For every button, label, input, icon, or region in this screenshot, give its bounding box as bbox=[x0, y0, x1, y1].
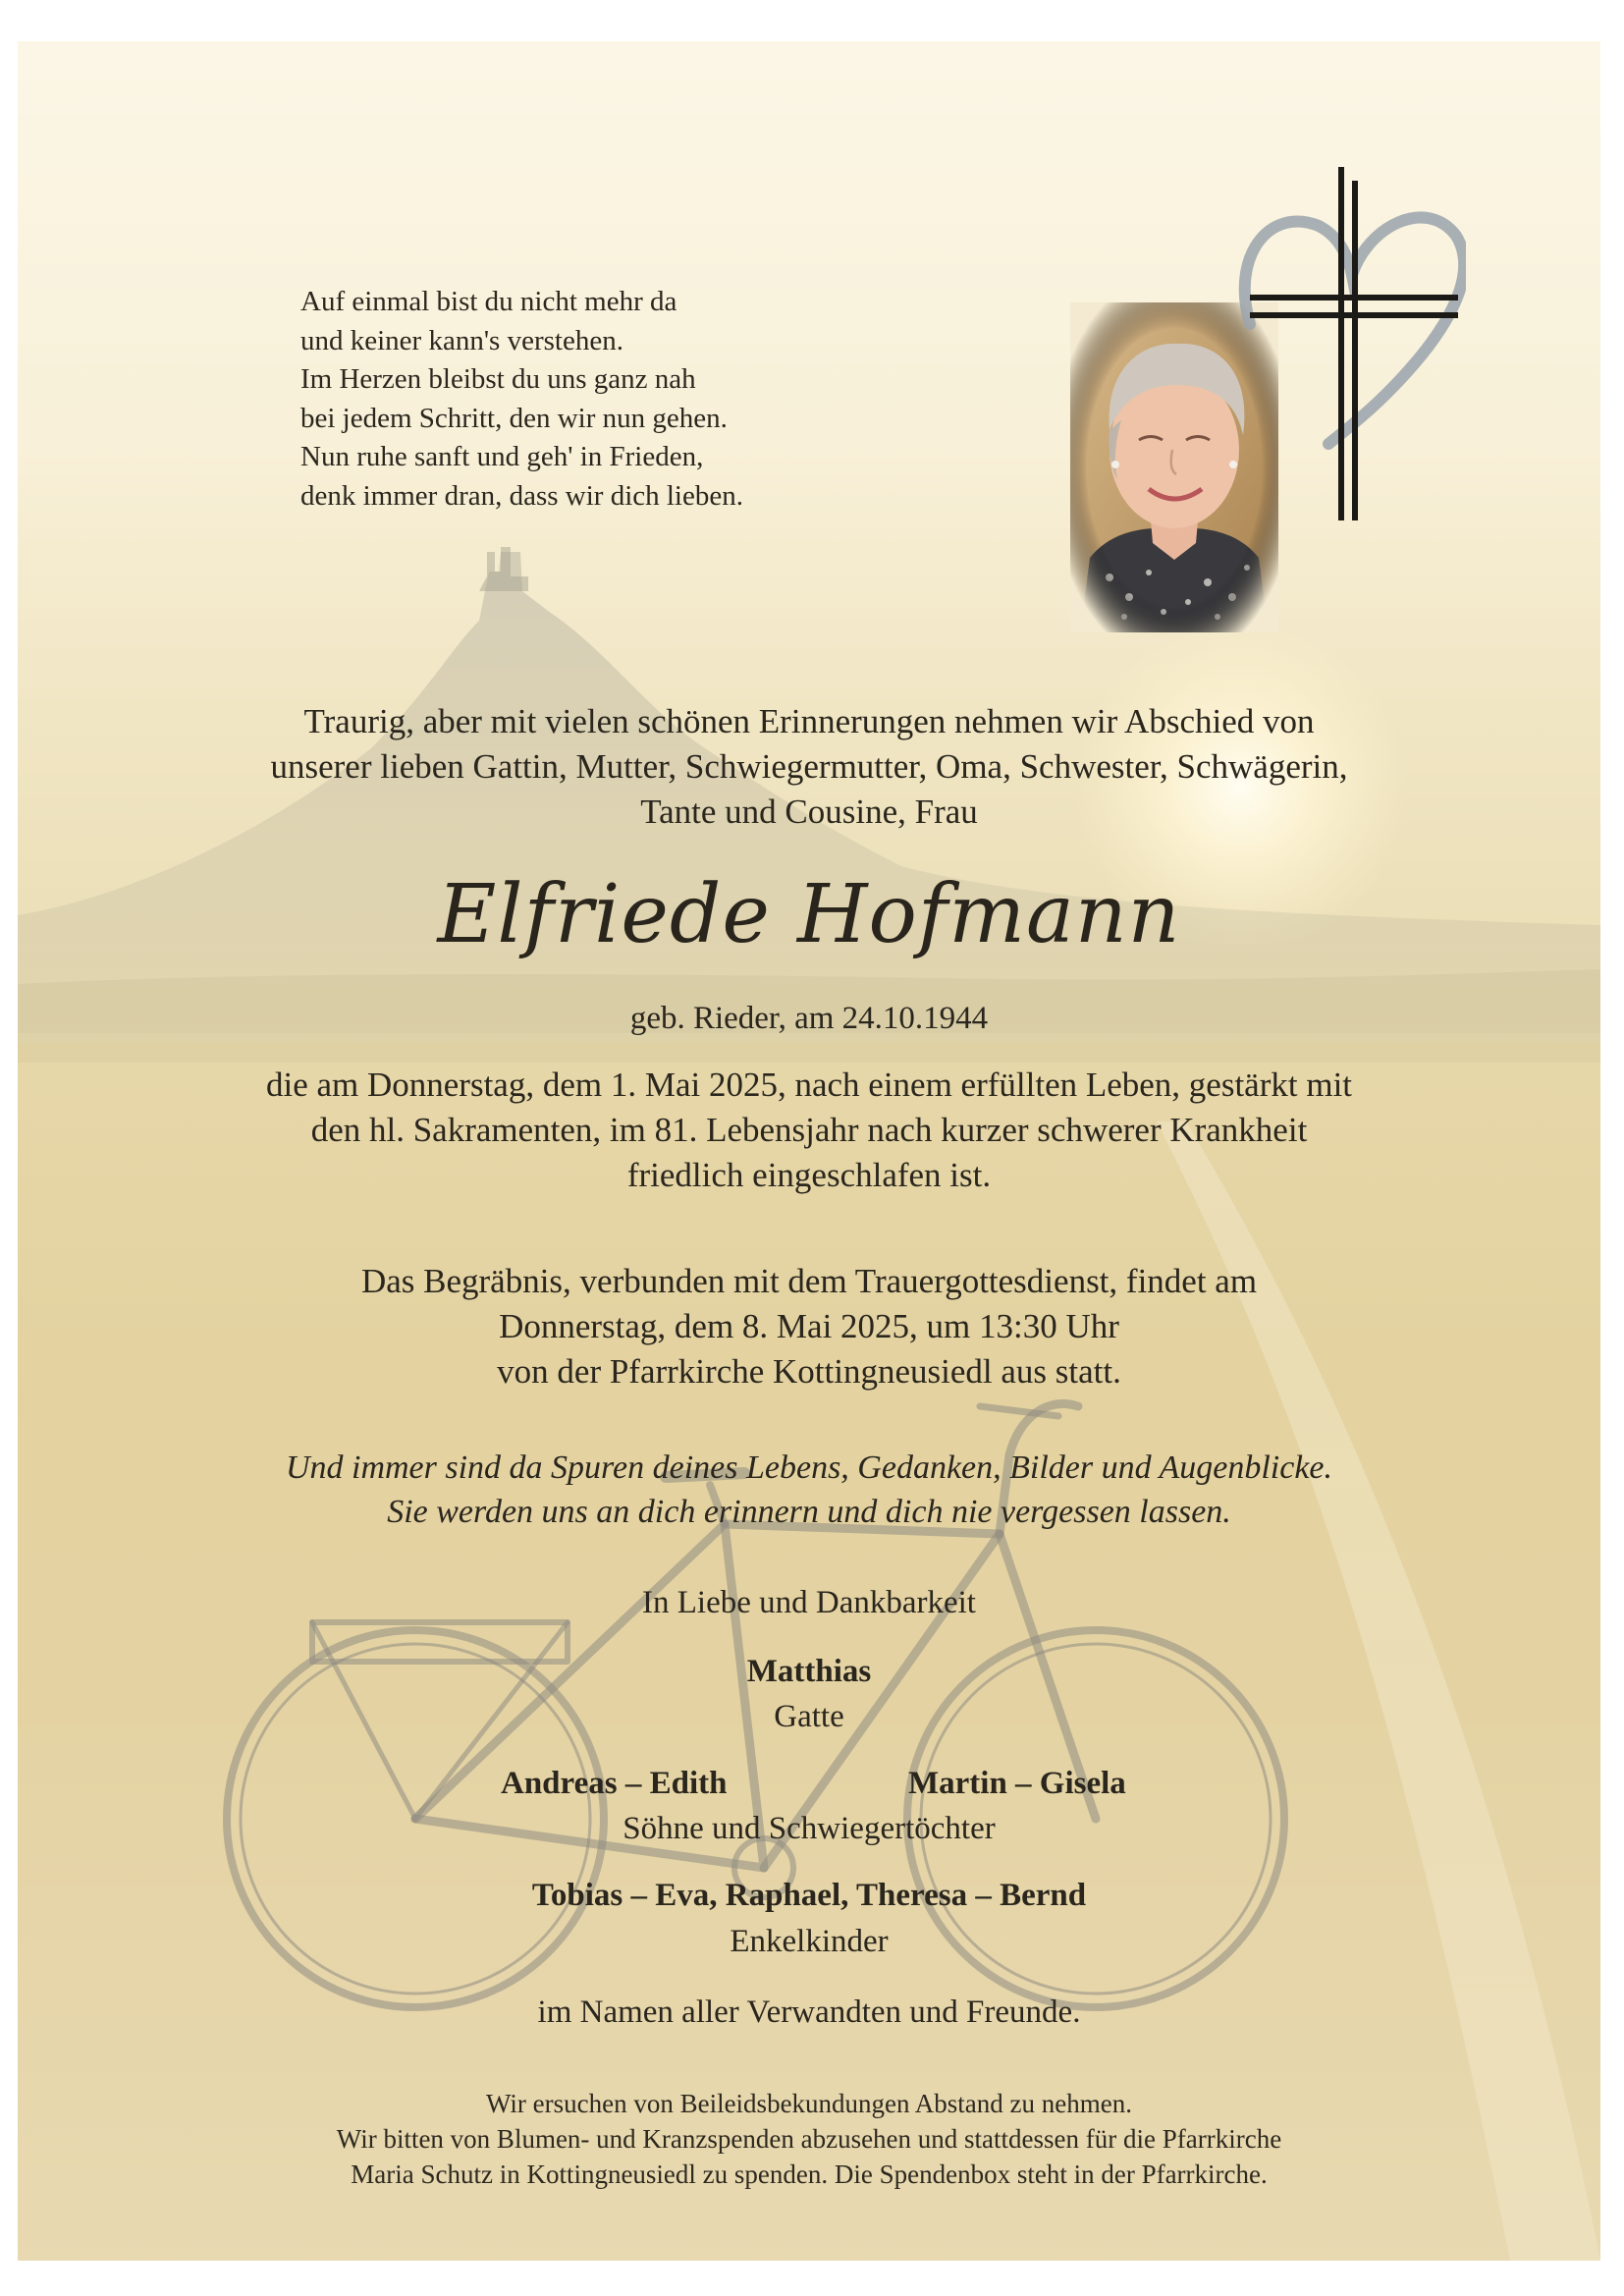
sons-relation: Söhne und Schwiegertöchter bbox=[623, 1811, 996, 1846]
poem bbox=[300, 283, 743, 516]
funeral-info bbox=[18, 1259, 1600, 1394]
quote-line: Sie werden uns an dich erinnern und dich nie vergessen lassen. bbox=[387, 1494, 1231, 1530]
parte-sheet bbox=[18, 41, 1600, 2261]
intro-line: unserer lieben Gattin, Mutter, Schwiegermutter, Oma, Schwester, Schwägerin, bbox=[270, 747, 1348, 786]
relatives-line: im Namen aller Verwandten und Freunde. bbox=[537, 1995, 1081, 2030]
son-couple-1: Andreas – Edith bbox=[501, 1766, 728, 1801]
intro-line: Tante und Cousine, Frau bbox=[640, 793, 978, 831]
poem-line: Auf einmal bist du nicht mehr da bbox=[300, 286, 677, 317]
footer-notes bbox=[18, 2086, 1600, 2192]
intro-text bbox=[18, 699, 1600, 835]
poem-line: bei jedem Schritt, den wir nun gehen. bbox=[300, 402, 728, 434]
poem-line: Nun ruhe sanft und geh' in Frieden, bbox=[300, 441, 704, 472]
memorial-quote bbox=[18, 1446, 1600, 1534]
funeral-line: von der Pfarrkirche Kottingneusiedl aus statt. bbox=[497, 1352, 1121, 1391]
birth-info: geb. Rieder, am 24.10.1944 bbox=[629, 1001, 989, 1036]
poem-line: Im Herzen bleibst du uns ganz nah bbox=[300, 363, 696, 395]
poem-line: denk immer dran, dass wir dich lieben. bbox=[300, 479, 743, 512]
funeral-line: Das Begräbnis, verbunden mit dem Trauergottesdienst, findet am bbox=[360, 1262, 1258, 1300]
death-notice bbox=[18, 1063, 1600, 1198]
note-line: Wir ersuchen von Beileidsbekundungen Abstand zu nehmen. bbox=[485, 2089, 1132, 2118]
death-notice-line: den hl. Sakramenten, im 81. Lebensjahr nach kurzer schwerer Krankheit bbox=[310, 1111, 1308, 1149]
grandchildren-names: Tobias – Eva, Raphael, Theresa – Bernd bbox=[531, 1878, 1087, 1913]
note-line: Wir bitten von Blumen- und Kranzspenden abzusehen und stattdessen für die Pfarrkirche bbox=[336, 2124, 1282, 2154]
death-notice-line: friedlich eingeschlafen ist. bbox=[626, 1156, 992, 1194]
deceased-name: Elfriede Hofmann bbox=[437, 868, 1181, 961]
death-notice-line: die am Donnerstag, dem 1. Mai 2025, nach einem erfüllten Leben, gestärkt mit bbox=[265, 1066, 1353, 1104]
husband-name: Matthias bbox=[746, 1654, 872, 1689]
quote-line: Und immer sind da Spuren deines Lebens, Gedanken, Bilder und Augenblicke. bbox=[285, 1449, 1333, 1486]
grandchildren-relation: Enkelkinder bbox=[730, 1924, 889, 1959]
cross-heart-icon bbox=[1230, 167, 1466, 520]
note-line: Maria Schutz in Kottingneusiedl zu spenden. Die Spendenbox steht in der Pfarrkirche. bbox=[351, 2159, 1268, 2189]
husband-relation: Gatte bbox=[774, 1699, 844, 1734]
son-couple-2: Martin – Gisela bbox=[908, 1766, 1126, 1801]
funeral-line: Donnerstag, dem 8. Mai 2025, um 13:30 Uhr bbox=[499, 1307, 1119, 1345]
poem-line: und keiner kann's verstehen. bbox=[300, 324, 623, 356]
intro-line: Traurig, aber mit vielen schönen Erinnerungen nehmen wir Abschied von bbox=[303, 702, 1315, 740]
closing-phrase: In Liebe und Dankbarkeit bbox=[642, 1585, 976, 1620]
